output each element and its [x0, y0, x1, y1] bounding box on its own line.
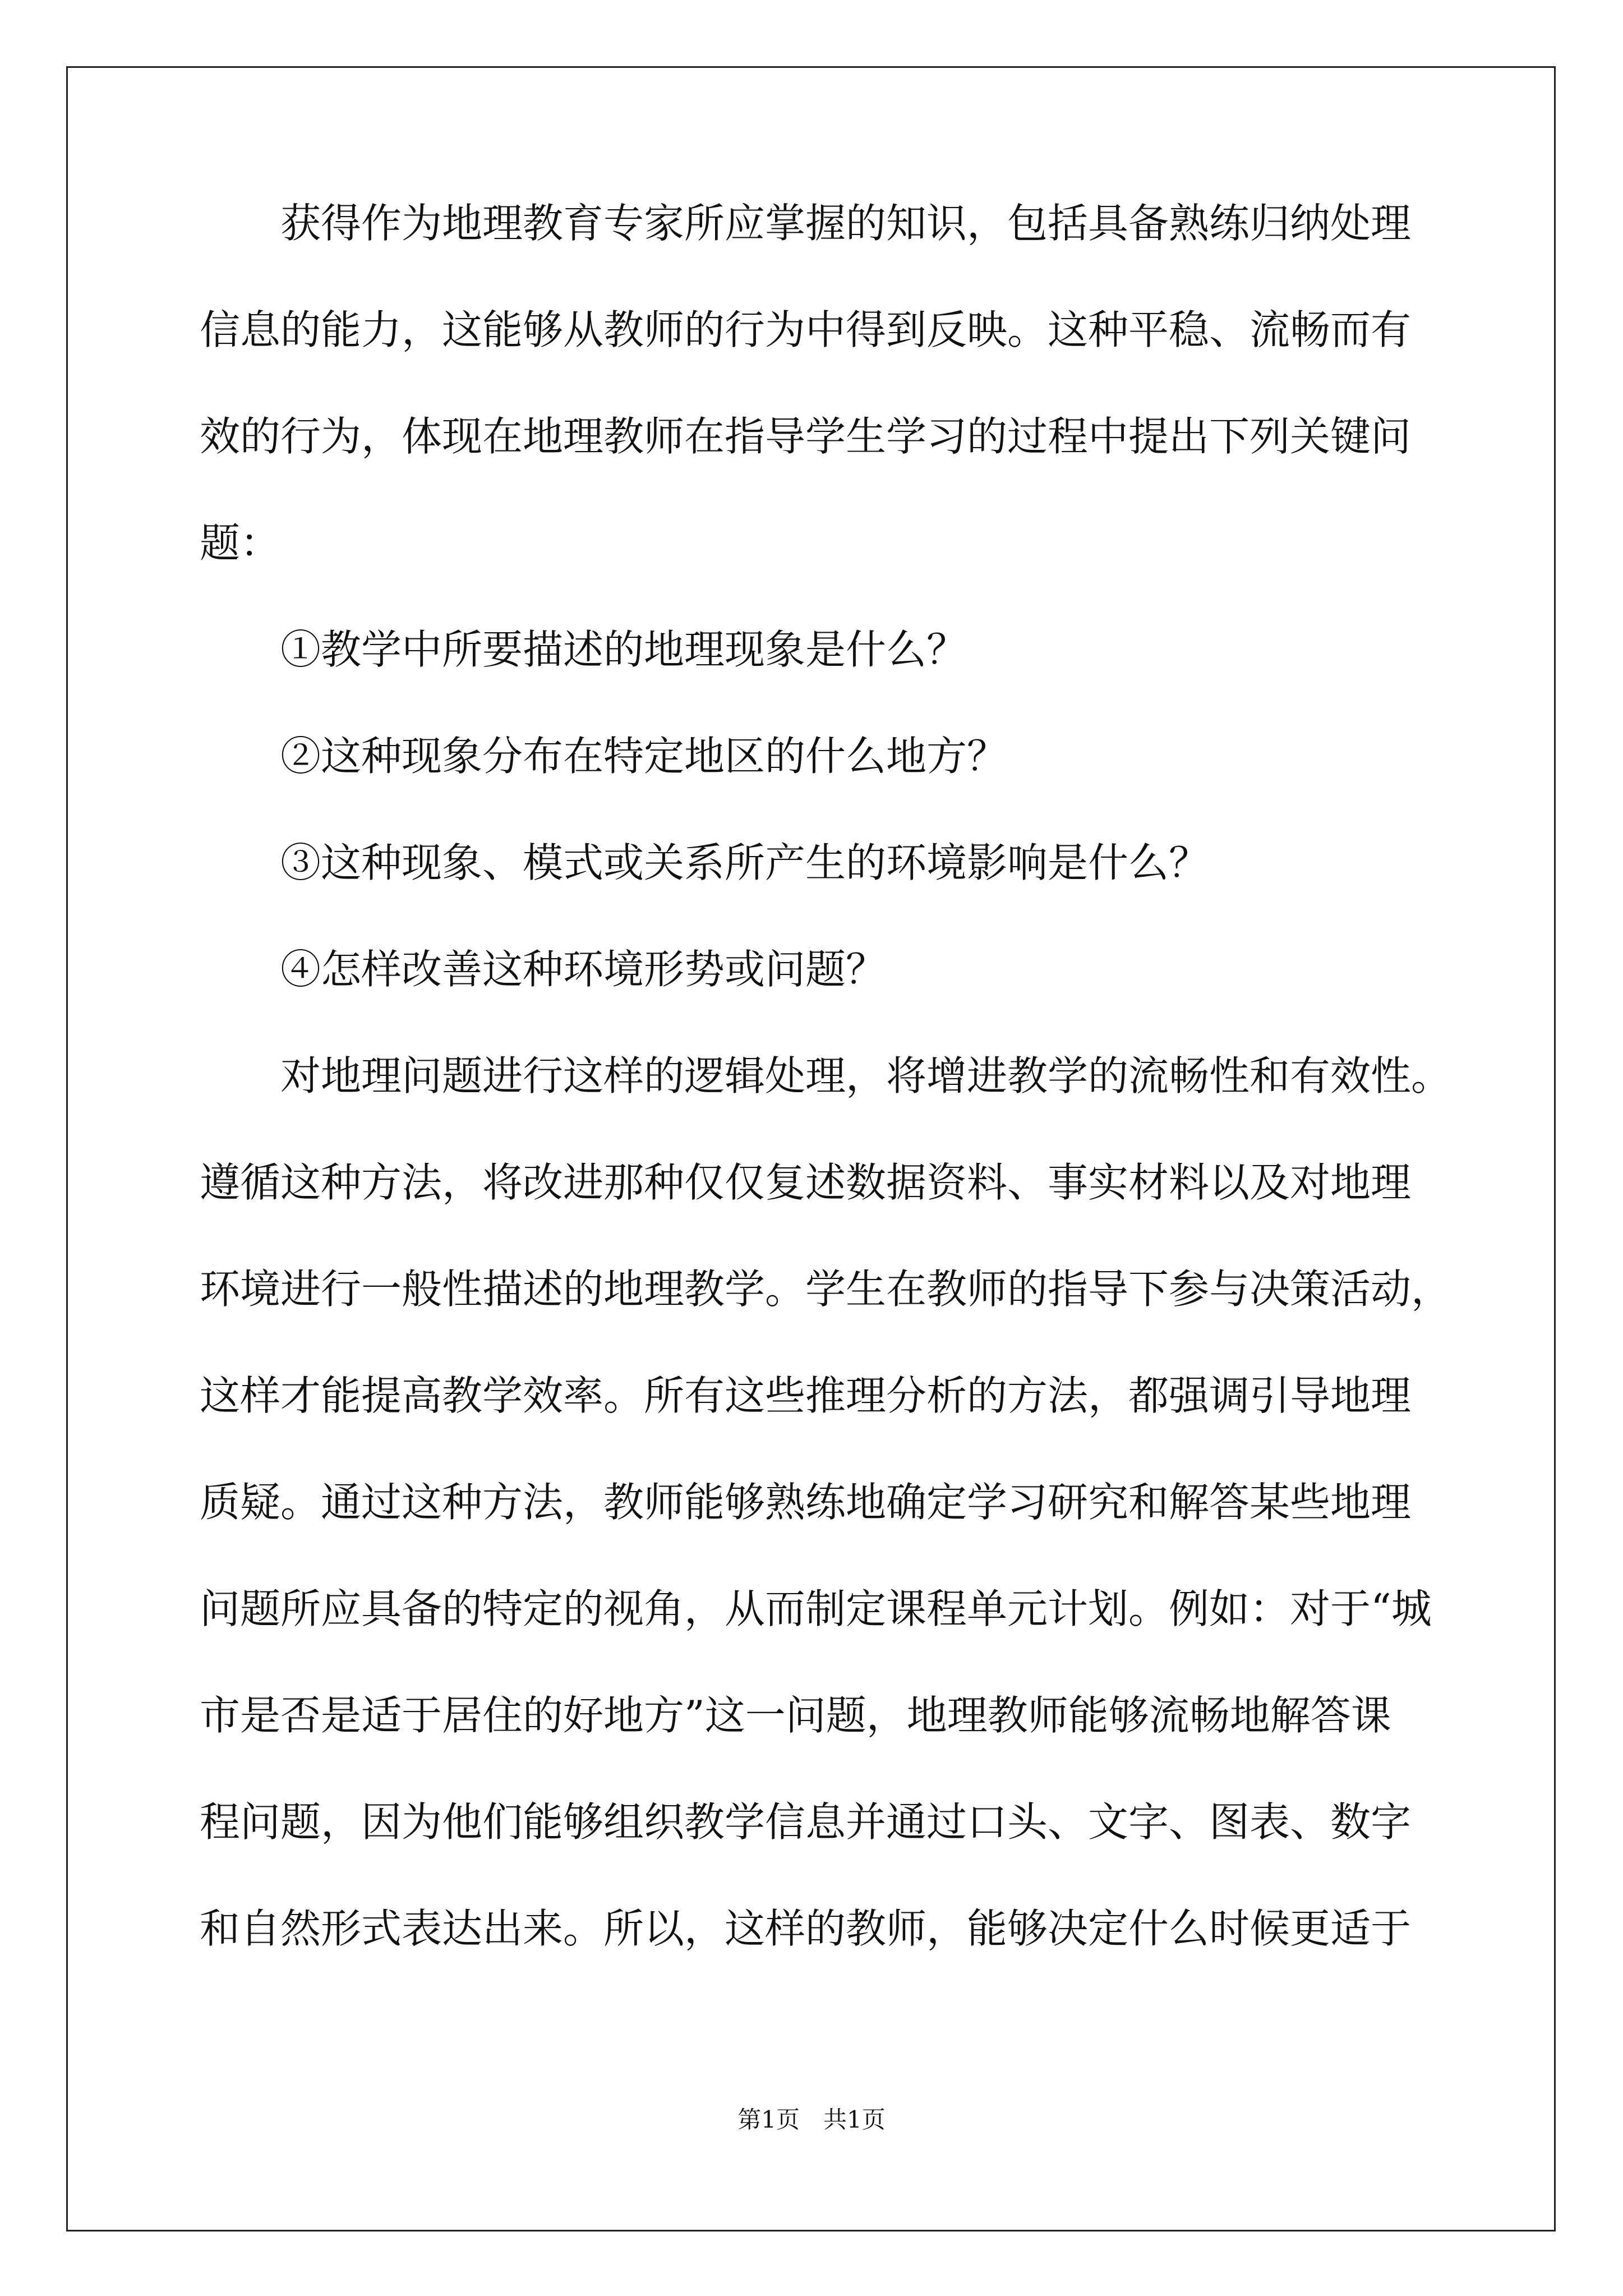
list-item: ①教学中所要描述的地理现象是什么？: [200, 626, 967, 673]
text-line: 信息的能力，这能够从教师的行为中得到反映。这种平稳、流畅而有: [200, 306, 1412, 353]
text-line: 和自然形式表达出来。所以，这样的教师，能够决定什么时候更适于: [200, 1905, 1412, 1952]
text-line: 质疑。通过这种方法，教师能够熟练地确定学习研究和解答某些地理: [200, 1479, 1412, 1526]
list-item: ③这种现象、模式或关系所产生的环境影响是什么？: [200, 839, 1210, 886]
text-line: 效的行为，体现在地理教师在指导学生学习的过程中提出下列关键问: [200, 413, 1412, 460]
text-line: 问题所应具备的特定的视角，从而制定课程单元计划。例如：对于“城: [200, 1585, 1432, 1632]
text-line: 获得作为地理教育专家所应掌握的知识，包括具备熟练归纳处理: [200, 200, 1412, 247]
text-line: 环境进行一般性描述的地理教学。学生在教师的指导下参与决策活动，: [200, 1266, 1452, 1313]
text-line: 题：: [200, 519, 281, 567]
document-body: [200, 196, 1452, 2008]
page-number-footer: 第1页 共1页: [737, 2106, 886, 2133]
text-line: 遵循这种方法，将改进那种仅仅复述数据资料、事实材料以及对地理: [200, 1159, 1412, 1206]
text-line: 程问题，因为他们能够组织教学信息并通过口头、文字、图表、数字: [200, 1798, 1412, 1846]
text-line: 市是否是适于居住的好地方”这一问题，地理教师能够流畅地解答课: [200, 1692, 1391, 1739]
list-item: ④怎样改善这种环境形势或问题？: [200, 946, 887, 993]
text-line: 对地理问题进行这样的逻辑处理，将增进教学的流畅性和有效性。: [200, 1052, 1452, 1099]
list-item: ②这种现象分布在特定地区的什么地方？: [200, 733, 1008, 780]
text-line: 这样才能提高教学效率。所有这些推理分析的方法，都强调引导地理: [200, 1372, 1412, 1419]
